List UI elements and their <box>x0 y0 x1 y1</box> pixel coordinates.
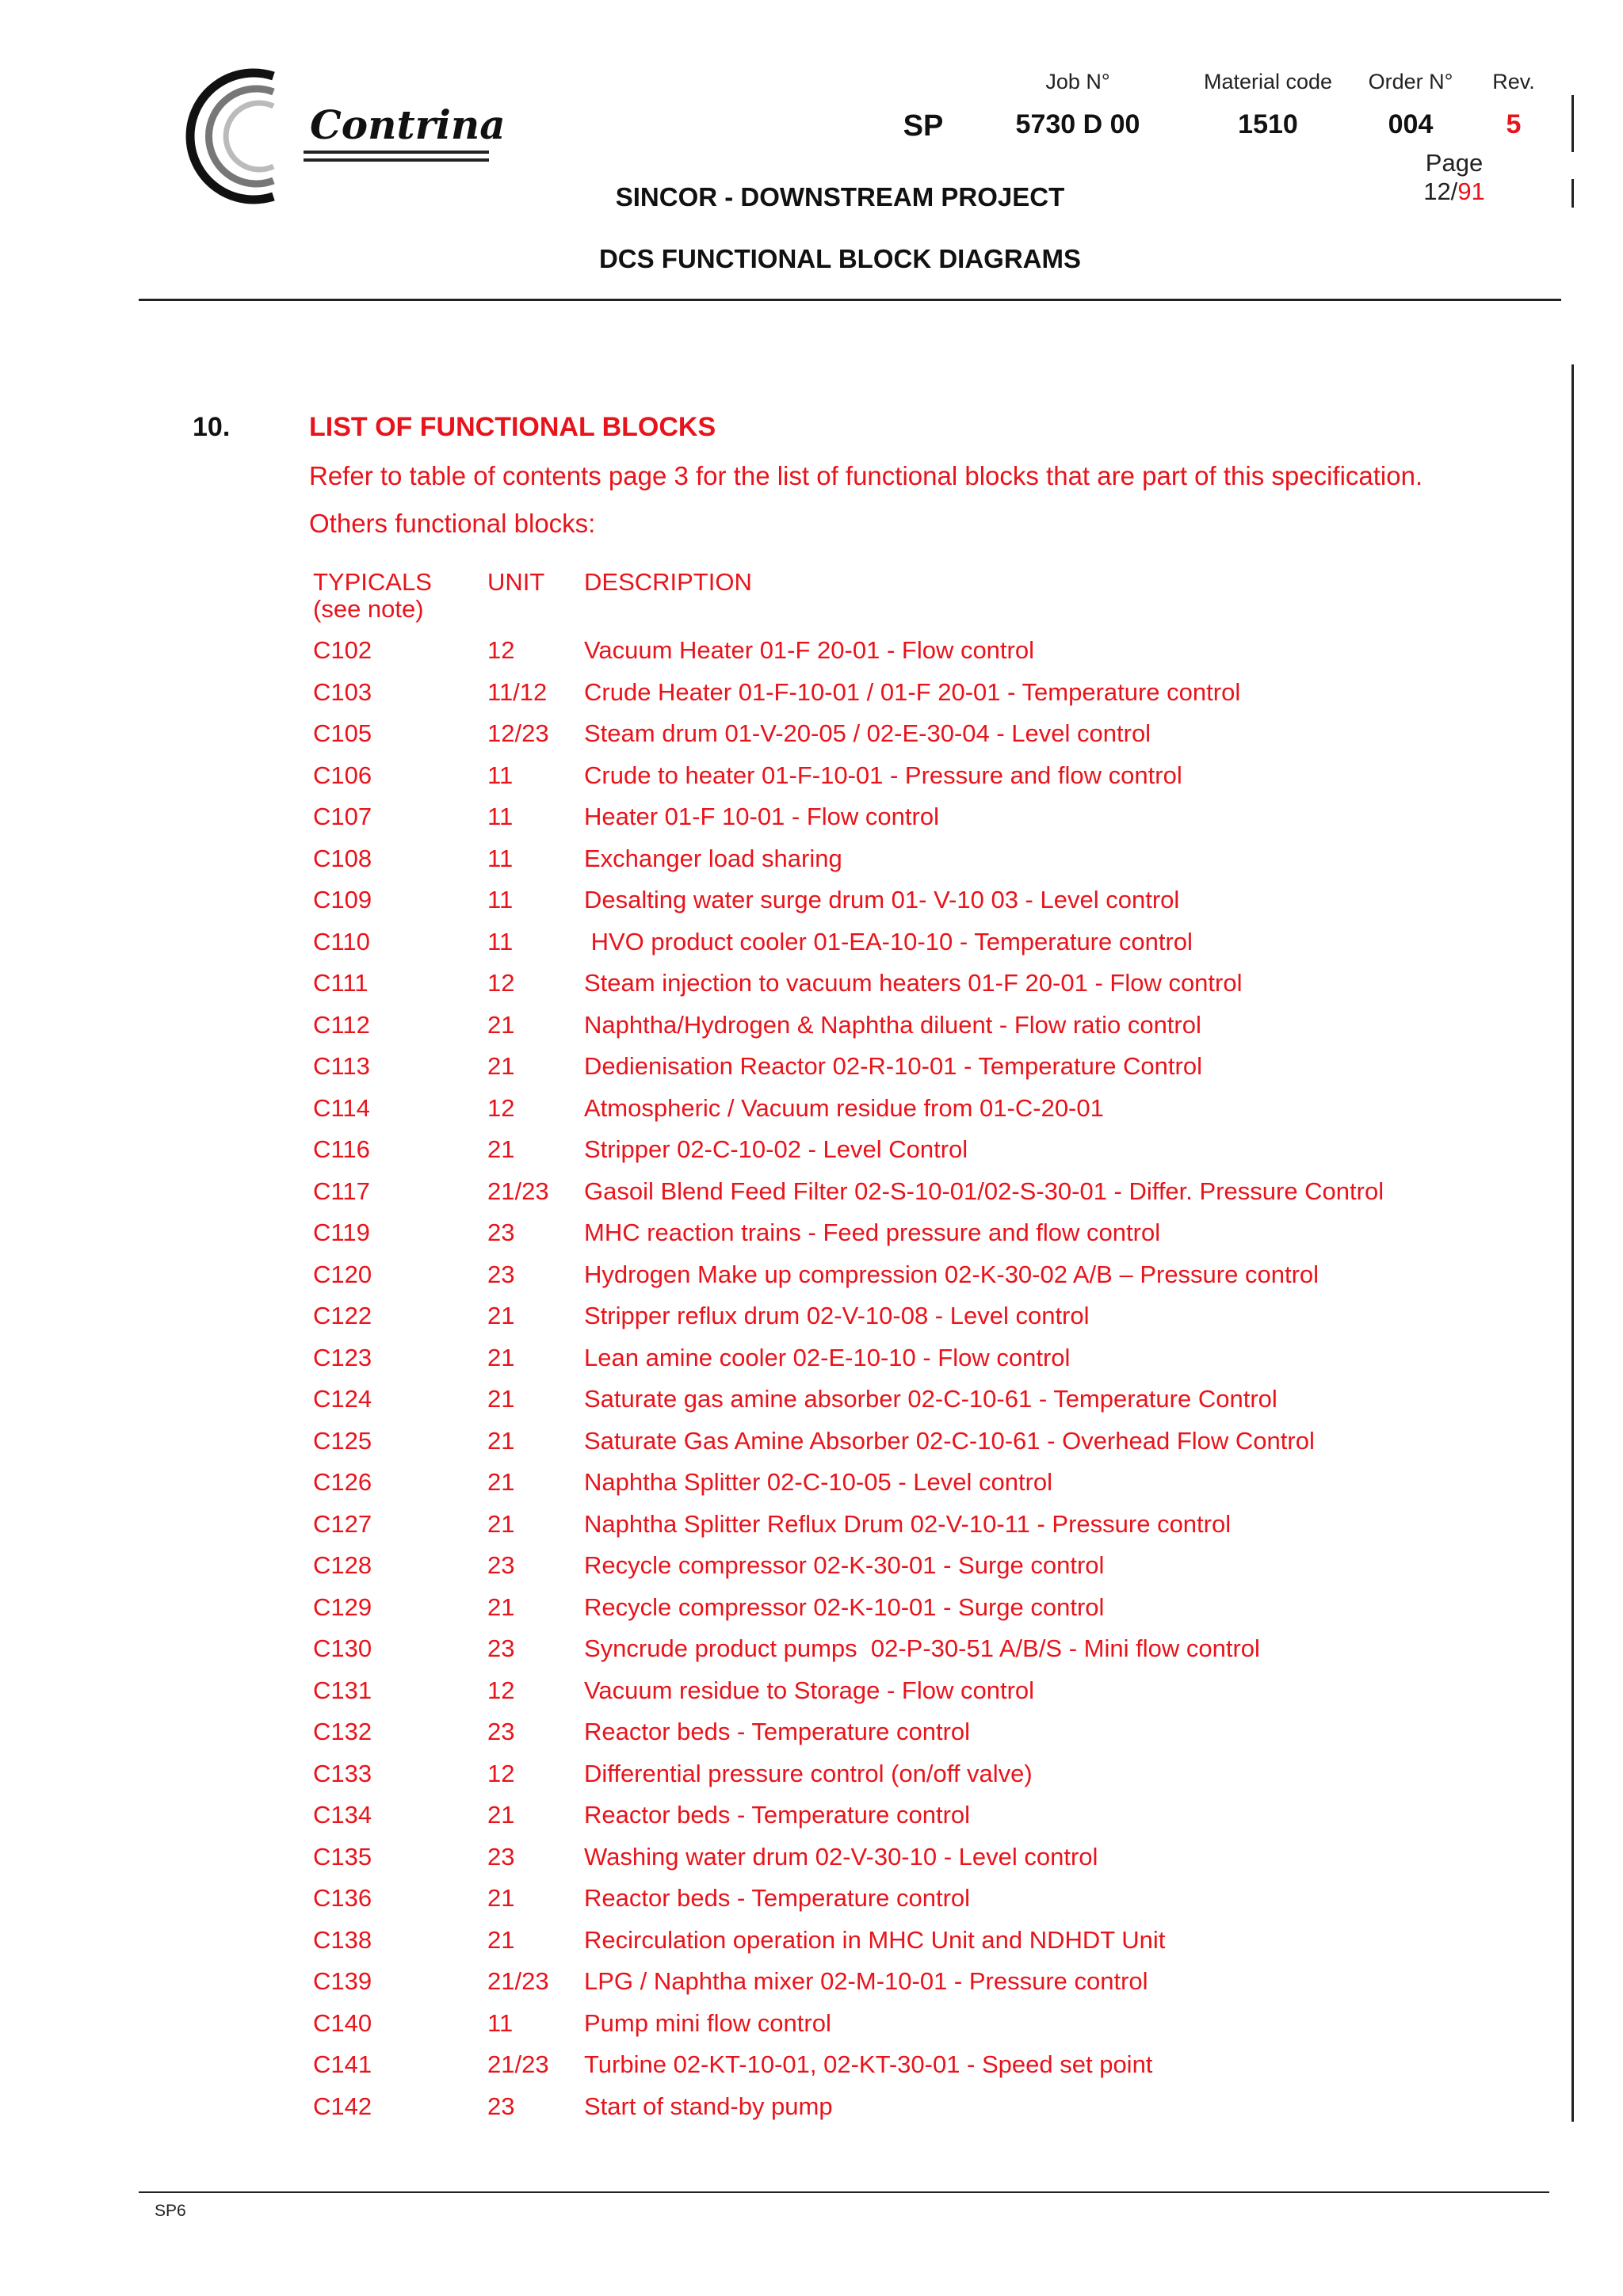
typicals-cell: C134 <box>313 1801 372 1829</box>
typicals-cell: C140 <box>313 2008 372 2037</box>
description-cell: Desalting water surge drum 01- V-10 03 - Level control <box>584 886 1180 913</box>
unit-cell: 23 <box>487 1551 515 1579</box>
doc-type: SP <box>903 109 944 143</box>
unit-cell: 21 <box>487 1509 515 1538</box>
description-cell: Washing water drum 02-V-30-10 - Level control <box>584 1842 1098 1871</box>
description-cell: Vacuum residue to Storage - Flow control <box>584 1676 1035 1704</box>
job-number-label: Job N° <box>1045 70 1110 93</box>
revision-margin-bar <box>1571 364 1574 2122</box>
typicals-cell: C132 <box>313 1718 372 1745</box>
header-typicals: TYPICALS <box>313 568 432 596</box>
typicals-cell: C142 <box>313 2092 372 2120</box>
section-title: LIST OF FUNCTIONAL BLOCKS <box>309 412 716 442</box>
page-total: 91 <box>1457 177 1485 205</box>
unit-cell: 12 <box>487 1759 515 1787</box>
description-cell: Gasoil Blend Feed Filter 02-S-10-01/02-S-30-01 - Differ. Pressure Control <box>584 1177 1384 1205</box>
typicals-cell: C116 <box>313 1135 370 1163</box>
logo-text: Contrina <box>310 101 506 148</box>
unit-cell: 12 <box>487 969 515 997</box>
description-cell: Naphtha Splitter Reflux Drum 02-V-10-11 - Pressure control <box>584 1509 1232 1538</box>
description-cell: MHC reaction trains - Feed pressure and flow control <box>584 1219 1161 1246</box>
header-description: DESCRIPTION <box>584 568 752 596</box>
unit-cell: 21 <box>487 1343 515 1371</box>
header-typicals-note: (see note) <box>313 595 424 623</box>
order-number-label: Order N° <box>1368 70 1453 93</box>
footer-divider <box>139 2191 1549 2193</box>
typicals-cell: C109 <box>313 886 372 913</box>
unit-cell: 23 <box>487 1842 515 1871</box>
page-counter <box>1411 177 1498 206</box>
typicals-cell: C123 <box>313 1343 372 1371</box>
description-cell: Differential pressure control (on/off valve) <box>584 1759 1033 1787</box>
typicals-cell: C139 <box>313 1967 372 1995</box>
unit-cell: 11 <box>487 844 514 872</box>
unit-cell: 11/12 <box>487 677 548 706</box>
typicals-cell: C128 <box>313 1551 372 1579</box>
unit-cell: 23 <box>487 2092 515 2120</box>
project-title: SINCOR - DOWNSTREAM PROJECT <box>615 182 1065 212</box>
unit-cell: 12 <box>487 1676 515 1704</box>
description-cell: Stripper reflux drum 02-V-10-08 - Level control <box>584 1302 1090 1329</box>
description-cell: Saturate gas amine absorber 02-C-10-61 - Temperature Control <box>584 1385 1277 1413</box>
description-cell: Hydrogen Make up compression 02-K-30-02 A/B – Pressure control <box>584 1260 1319 1288</box>
unit-cell: 11 <box>487 761 514 789</box>
description-cell: Exchanger load sharing <box>584 844 842 872</box>
typicals-cell: C114 <box>313 1093 370 1122</box>
unit-cell: 12/23 <box>487 719 549 747</box>
page-current: 12/ <box>1423 177 1458 205</box>
description-cell: Recycle compressor 02-K-30-01 - Surge control <box>584 1551 1105 1579</box>
order-number-value: 004 <box>1388 109 1434 139</box>
job-number-value: 5730 D 00 <box>1015 109 1140 139</box>
footer-code: SP6 <box>155 2202 186 2220</box>
typicals-cell: C103 <box>313 677 372 706</box>
typicals-cell: C117 <box>313 1177 370 1205</box>
typicals-cell: C136 <box>313 1884 372 1912</box>
description-cell: Recirculation operation in MHC Unit and NDHDT Unit <box>584 1925 1166 1954</box>
header-right-bar-bottom <box>1571 179 1574 208</box>
description-cell: LPG / Naphtha mixer 02-M-10-01 - Pressure control <box>584 1967 1148 1995</box>
unit-cell: 21 <box>487 1592 515 1621</box>
unit-cell: 21 <box>487 1010 515 1039</box>
description-cell: Naphtha Splitter 02-C-10-05 - Level control <box>584 1468 1053 1496</box>
document-title: DCS FUNCTIONAL BLOCK DIAGRAMS <box>598 244 1082 273</box>
typicals-cell: C113 <box>313 1052 370 1080</box>
unit-cell: 12 <box>487 636 515 664</box>
header-unit: UNIT <box>487 568 545 596</box>
material-code-label: Material code <box>1203 70 1333 93</box>
unit-cell: 23 <box>487 1219 515 1246</box>
typicals-cell: C129 <box>313 1592 372 1621</box>
unit-cell: 23 <box>487 1634 515 1662</box>
unit-cell: 21 <box>487 1135 515 1163</box>
description-cell: Dedienisation Reactor 02-R-10-01 - Temperature Control <box>584 1052 1202 1080</box>
unit-cell: 21 <box>487 1884 515 1912</box>
typicals-cell: C124 <box>313 1385 372 1413</box>
company-logo <box>162 67 506 206</box>
description-cell: Reactor beds - Temperature control <box>584 1801 971 1829</box>
description-cell: Steam injection to vacuum heaters 01-F 20-01 - Flow control <box>584 969 1243 997</box>
revision-label: Rev. <box>1492 70 1535 93</box>
unit-cell: 21/23 <box>487 1177 549 1205</box>
unit-cell: 11 <box>487 803 514 830</box>
page-label: Page <box>1425 149 1484 177</box>
section-intro: Refer to table of contents page 3 for the list of functional blocks that are part of this specification. <box>309 461 1423 490</box>
typicals-cell: C105 <box>313 719 372 747</box>
typicals-cell: C110 <box>313 927 370 955</box>
unit-cell: 23 <box>487 1260 515 1288</box>
description-cell: Reactor beds - Temperature control <box>584 1884 971 1912</box>
unit-cell: 21 <box>487 1468 515 1496</box>
unit-cell: 21 <box>487 1052 515 1080</box>
typicals-cell: C125 <box>313 1426 372 1455</box>
description-cell: Heater 01-F 10-01 - Flow control <box>584 803 939 830</box>
typicals-cell: C122 <box>313 1302 372 1329</box>
description-cell: Crude Heater 01-F-10-01 / 01-F 20-01 - Temperature control <box>584 677 1241 706</box>
typicals-cell: C141 <box>313 2050 372 2078</box>
typicals-cell: C130 <box>313 1634 372 1662</box>
typicals-cell: C107 <box>313 803 372 830</box>
unit-cell: 21/23 <box>487 2050 549 2078</box>
description-cell: Recycle compressor 02-K-10-01 - Surge control <box>584 1592 1105 1621</box>
typicals-cell: C102 <box>313 636 372 664</box>
typicals-cell: C120 <box>313 1260 372 1288</box>
description-cell: Crude to heater 01-F-10-01 - Pressure and flow control <box>584 761 1182 789</box>
unit-cell: 21/23 <box>487 1967 549 1995</box>
description-cell: HVO product cooler 01-EA-10-10 - Temperature control <box>584 927 1193 955</box>
unit-cell: 23 <box>487 1718 515 1745</box>
section-number: 10. <box>193 412 231 442</box>
description-cell: Steam drum 01-V-20-05 / 02-E-30-04 - Level control <box>584 719 1151 747</box>
description-cell: Start of stand-by pump <box>584 2092 833 2120</box>
unit-cell: 21 <box>487 1302 515 1329</box>
unit-cell: 12 <box>487 1093 515 1122</box>
unit-cell: 21 <box>487 1925 515 1954</box>
header-right-bar-top <box>1571 95 1574 152</box>
unit-cell: 21 <box>487 1801 515 1829</box>
material-code-value: 1510 <box>1238 109 1298 139</box>
typicals-cell: C138 <box>313 1925 372 1954</box>
description-cell: Vacuum Heater 01-F 20-01 - Flow control <box>584 636 1034 664</box>
typicals-cell: C111 <box>313 969 369 997</box>
typicals-cell: C135 <box>313 1842 372 1871</box>
description-cell: Naphtha/Hydrogen & Naphtha diluent - Flow ratio control <box>584 1010 1201 1039</box>
description-cell: Reactor beds - Temperature control <box>584 1718 971 1745</box>
header-divider <box>139 299 1561 301</box>
typicals-cell: C127 <box>313 1509 372 1538</box>
description-cell: Saturate Gas Amine Absorber 02-C-10-61 - Overhead Flow Control <box>584 1426 1315 1455</box>
description-cell: Lean amine cooler 02-E-10-10 - Flow control <box>584 1343 1071 1371</box>
unit-cell: 11 <box>487 2008 514 2037</box>
typicals-cell: C106 <box>313 761 372 789</box>
unit-cell: 11 <box>487 886 514 913</box>
description-cell: Syncrude product pumps 02-P-30-51 A/B/S - Mini flow control <box>584 1634 1260 1662</box>
revision-value: 5 <box>1506 109 1522 139</box>
unit-cell: 21 <box>487 1426 515 1455</box>
description-cell: Stripper 02-C-10-02 - Level Control <box>584 1135 968 1163</box>
unit-cell: 21 <box>487 1385 515 1413</box>
typicals-cell: C126 <box>313 1468 372 1496</box>
typicals-cell: C133 <box>313 1759 372 1787</box>
description-cell: Pump mini flow control <box>584 2008 831 2037</box>
section-subheading: Others functional blocks: <box>309 509 596 538</box>
typicals-cell: C131 <box>313 1676 372 1704</box>
typicals-cell: C112 <box>313 1010 370 1039</box>
description-cell: Atmospheric / Vacuum residue from 01-C-20-01 <box>584 1093 1104 1122</box>
description-cell: Turbine 02-KT-10-01, 02-KT-30-01 - Speed set point <box>584 2050 1153 2078</box>
unit-cell: 11 <box>487 927 514 955</box>
typicals-cell: C119 <box>313 1219 370 1246</box>
typicals-cell: C108 <box>313 844 372 872</box>
